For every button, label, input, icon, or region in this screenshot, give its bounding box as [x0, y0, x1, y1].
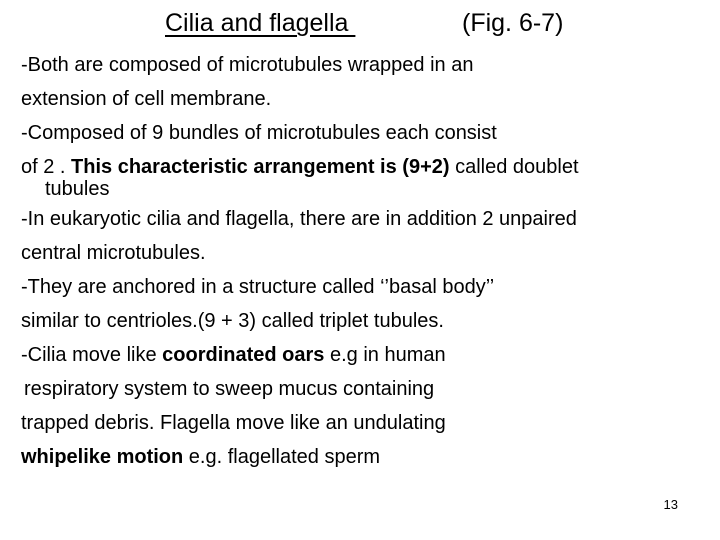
- body-line: trapped debris. Flagella move like an undulating: [21, 412, 446, 434]
- body-line: [21, 338, 711, 372]
- body-text: called doublet: [449, 156, 579, 178]
- body-line: -They are anchored in a structure called ‘’basal body’’: [21, 276, 495, 298]
- slide-title: [0, 6, 720, 46]
- body-text: -Cilia move like: [21, 344, 163, 366]
- title-figure-reference: (Fig. 6-7): [462, 9, 564, 37]
- body-line: -Composed of 9 bundles of microtubules each consist: [21, 122, 497, 144]
- body-line: -In eukaryotic cilia and flagella, there are in addition 2 unpaired: [21, 208, 577, 230]
- body-text: of 2 .: [21, 156, 72, 178]
- body-line: -Both are composed of microtubules wrapped in an: [21, 54, 474, 76]
- body-text: e.g in human: [324, 344, 446, 366]
- page-number: 13: [663, 497, 678, 512]
- body-line: extension of cell membrane.: [21, 88, 272, 110]
- body-line: respiratory system to sweep mucus containing: [24, 378, 435, 400]
- body-line: [21, 440, 711, 474]
- body-bold-text: coordinated oars: [162, 344, 325, 366]
- slide-body: [21, 48, 711, 474]
- body-bold-text: whipelike motion: [21, 446, 184, 468]
- body-bold-text: This characteristic arrangement is (9+2): [71, 156, 450, 178]
- body-text: e.g. flagellated sperm: [183, 446, 381, 468]
- body-line: tubules: [45, 178, 110, 200]
- body-line: similar to centrioles.(9 + 3) called triplet tubules.: [21, 310, 444, 332]
- body-line: central microtubules.: [21, 242, 206, 264]
- title-main: Cilia and flagella: [165, 9, 356, 37]
